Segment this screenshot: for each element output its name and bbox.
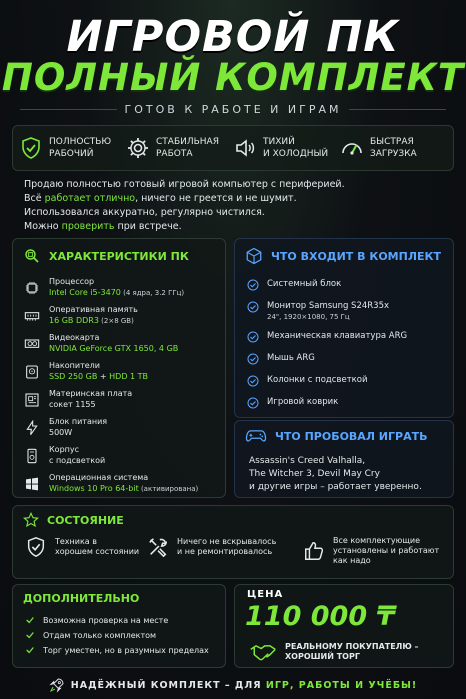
check-shield-icon xyxy=(19,136,43,160)
highlight-works: работает отлично xyxy=(44,193,136,204)
specs-header: ХАРАКТЕРИСТИКИ ПК xyxy=(13,239,225,273)
extra-panel xyxy=(12,584,226,668)
state-item-components: Все комплектующие установлены и работают как надо xyxy=(303,536,439,566)
tools-icon xyxy=(147,536,169,558)
gpu-icon xyxy=(24,336,40,352)
features-bar xyxy=(12,125,454,171)
kit-item: Механическая клавиатура ARG xyxy=(247,331,407,343)
check-circle-icon xyxy=(247,279,259,291)
price-note: РЕАЛЬНОМУ ПОКУПАТЕЛЮ – ХОРОШИЙ ТОРГ xyxy=(285,642,419,661)
package-icon xyxy=(245,247,263,265)
spec-gpu: Видеокарта NVIDIA GeForce GTX 1650, 4 GB xyxy=(23,333,178,354)
spec-motherboard: Материнская плата сокет 1155 xyxy=(23,389,132,410)
motherboard-icon xyxy=(24,392,40,408)
page-subtitle: ПОЛНЫЙ КОМПЛЕКТ xyxy=(1,56,465,99)
kit-panel xyxy=(234,238,454,418)
footer: НАДЁЖНЫЙ КОМПЛЕКТ – ДЛЯ ИГР, РАБОТЫ И УЧЁБЫ! xyxy=(0,675,466,695)
kit-item: Колонки с подсветкой xyxy=(247,375,368,387)
check-circle-icon xyxy=(247,331,259,343)
state-header: СОСТОЯНИЕ xyxy=(13,506,453,534)
check-icon xyxy=(25,615,35,625)
kit-item: Мышь ARG xyxy=(247,353,315,365)
check-icon xyxy=(25,630,35,640)
ram-icon xyxy=(24,308,40,324)
extra-header: ДОПОЛНИТЕЛЬНО xyxy=(23,591,140,605)
extra-item: Отдам только комплектом xyxy=(25,630,156,640)
check-circle-icon xyxy=(247,301,259,313)
state-item-condition: Техника в хорошем состоянии xyxy=(25,536,139,558)
kit-header: ЧТО ВХОДИТ В КОМПЛЕКТ xyxy=(235,239,453,273)
kit-item: Монитор Samsung S24R35x 24", 1920×1080, 75 Гц xyxy=(247,301,389,322)
drive-icon xyxy=(24,364,40,380)
state-panel xyxy=(12,505,454,579)
price-label: ЦЕНА xyxy=(247,589,284,600)
feature-stable: СТАБИЛЬНАЯ РАБОТА xyxy=(126,136,233,160)
kit-item: Системный блок xyxy=(247,279,341,291)
check-circle-icon xyxy=(247,375,259,387)
speed-icon xyxy=(340,136,364,160)
spec-os: Операционная система Windows 10 Pro 64-bit (активирована) xyxy=(23,473,198,494)
search-chip-icon xyxy=(23,247,41,265)
spec-case: Корпус с подсветкой xyxy=(23,445,105,466)
extra-item: Торг уместен, но в разумных пределах xyxy=(25,645,209,655)
divider-left xyxy=(20,109,117,110)
cpu-icon xyxy=(24,280,40,296)
highlight-check: проверить xyxy=(61,221,115,232)
star-icon xyxy=(23,512,39,528)
state-item-unopened: Ничего не вскрывалось и не ремонтировалось xyxy=(147,536,276,558)
tagline xyxy=(20,102,446,116)
feature-quiet: ТИХИЙ И ХОЛОДНЫЙ xyxy=(233,136,340,160)
feature-fast: БЫСТРАЯ ЗАГРУЗКА xyxy=(340,136,447,160)
windows-icon xyxy=(24,476,40,492)
spec-drives: Накопители SSD 250 GB + HDD 1 TB xyxy=(23,361,148,382)
description: Продаю полностью готовый игровой компьютер с периферией. Всё работает отлично, ничего не греется и не шумит. Использовался аккуратно, регулярно чистился. Можно проверить при встрече. xyxy=(24,179,345,232)
games-header: ЧТО ПРОБОВАЛ ИГРАТЬ xyxy=(235,421,453,451)
games-text: Assassin's Creed Valhalla, The Witcher 3, Devil May Cry и другие игры – работает уверенно. xyxy=(249,456,422,492)
feature-working: ПОЛНОСТЬЮ РАБОЧИЙ xyxy=(19,136,126,160)
rocket-icon xyxy=(49,677,65,693)
case-icon xyxy=(24,448,40,464)
tagline-text: ГОТОВ К РАБОТЕ И ИГРАМ xyxy=(124,102,342,116)
price-panel xyxy=(234,584,454,668)
check-circle-icon xyxy=(247,397,259,409)
spec-ram: Оперативная память 16 GB DDR3 (2×8 GB) xyxy=(23,305,138,326)
extra-item: Возможна проверка на месте xyxy=(25,615,168,625)
kit-item: Игровой коврик xyxy=(247,397,338,409)
check-circle-icon xyxy=(247,353,259,365)
handshake-icon xyxy=(249,642,277,662)
spec-psu: Блок питания 500W xyxy=(23,417,107,438)
power-icon xyxy=(24,420,40,436)
check-icon xyxy=(25,645,35,655)
gamepad-icon xyxy=(245,428,267,444)
gear-icon xyxy=(126,136,150,160)
spec-cpu: Процессор Intel Core i5-3470 (4 ядра, 3.2 ГГц) xyxy=(23,277,184,298)
page-title: ИГРОВОЙ ПК xyxy=(66,12,400,62)
games-panel xyxy=(234,420,454,498)
divider-right xyxy=(349,109,446,110)
price-value: 110 000 ₸ xyxy=(245,601,396,632)
shield-check-icon xyxy=(25,536,47,558)
specs-panel xyxy=(12,238,226,498)
sound-icon xyxy=(233,136,257,160)
thumbs-up-icon xyxy=(303,540,325,562)
